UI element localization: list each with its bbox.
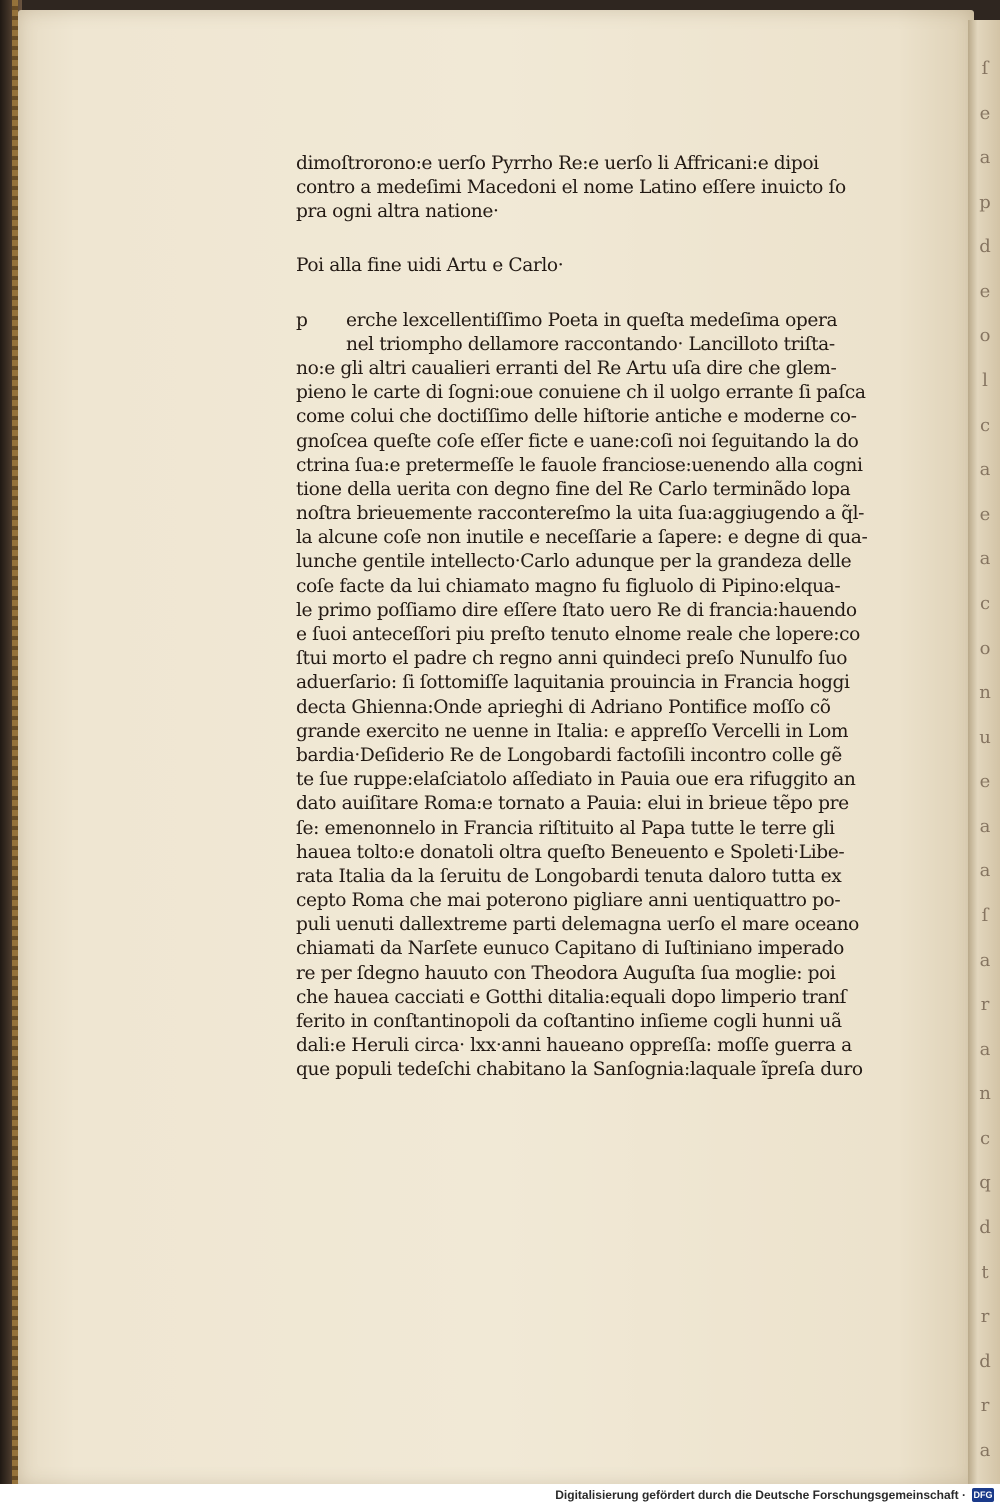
text-line: ſe: emenonnelo in Francia riſtituito al Papa tutte le terre gli: [296, 817, 835, 839]
text-line: dali:e Heruli circa· lxx·anni haueano oppreſſa: moſſe guerra a: [296, 1035, 852, 1057]
section-heading: Poi alla fine uidi Artu e Carlo·: [296, 254, 564, 276]
text-line: pra ogni altra natione·: [296, 201, 499, 223]
text-line: tione della uerita con degno fine del Re Carlo terminãdo lopa: [296, 478, 851, 500]
text-line: hauea tolto:e donatoli oltra queſto Beneuento e Spoleti·Libe-: [296, 841, 845, 863]
dfg-logo: DFG: [973, 1490, 993, 1500]
text-line: contro a medeſimi Macedoni el nome Latino eſſere inuicto ſo: [296, 177, 846, 199]
text-line: noſtra brieuemente raccontereſmo la uita ſua:aggiugendo a q̃l-: [296, 503, 865, 525]
text-line: coſe facte da lui chiamato magno fu figluolo di Pipino:elqua-: [296, 575, 841, 597]
text-line-rest: erche lexcellentiſſimo Poeta in queſta medeſima opera: [346, 309, 838, 331]
text-line: [296, 309, 836, 333]
text-line: rata Italia da la ſeruitu de Longobardi tenuta daloro tutta ex: [296, 865, 842, 887]
text-line: dimoſtrorono:e uerſo Pyrrho Re:e uerſo li Affricani:e dipoi: [296, 153, 819, 174]
footer-band: [0, 1484, 1000, 1506]
text-line: ferito in conſtantinopoli da coſtantino inſieme cogli hunni uã: [296, 1011, 842, 1032]
text-line: lunche gentile intellecto·Carlo adunque per la grandeza delle: [296, 551, 852, 573]
text-line: e ſuoi anteceſſori piu preſto tenuto elnome reale che lopere:co: [296, 624, 860, 645]
text-line: puli uenuti dallextreme parti delemagna uerſo el mare oceano: [296, 914, 859, 936]
text-line: bardia·Deſiderio Re de Longobardi factoſili incontro colle gẽ: [296, 744, 842, 766]
text-line: te ſue ruppe:elaſciatolo aſſediato in Pauia oue era rifuggito an: [296, 769, 856, 791]
text-line: grande exercito ne uenne in Italia: e appreſſo Vercelli in Lom: [296, 720, 849, 742]
text-line: decta Ghienna:Onde aprieghi di Adriano Pontifice moſſo cõ: [296, 696, 831, 718]
text-line: pieno le carte di ſogni:oue conuiene ch il uolgo errante ſi paſca: [296, 382, 866, 404]
text-line: nel triompho dellamore raccontando· Lancilloto triſta-: [346, 333, 835, 355]
page-text: [296, 152, 868, 1083]
text-line: ſtui morto el padre ch regno anni quindeci preſo Nunulfo ſuo: [296, 648, 848, 670]
text-line: le primo poſſiamo dire eſſere ſtato uero Re di francia:hauendo: [296, 599, 857, 621]
text-line: la alcune coſe non inutile e neceſſarie a ſapere: e degne di qua-: [296, 527, 868, 549]
text-line: aduerſario: ſi ſottomiſſe laquitania prouincia in Francia hoggi: [296, 672, 850, 694]
facing-page-bleed-through: ſ e a p d e o l c a e a c o n u e a a ſ a r a n c q d t r d r a: [979, 58, 991, 1461]
text-line: cepto Roma che mai poterono pigliare anni uentiquattro po-: [296, 890, 841, 912]
text-line: dato auiſitare Roma:e tornato a Pauia: elui in brieue tẽpo pre: [296, 793, 849, 815]
text-line: re per ſdegno hauuto con Theodora Auguſta ſua moglie: poi: [296, 962, 836, 984]
text-line: come colui che doctiſſimo delle hiſtorie antiche e moderne co-: [296, 406, 857, 428]
text-line: gnoſcea queſte coſe eſſer ficte e uane:coſi noi ſeguitando la do: [296, 430, 859, 452]
text-line: ctrina ſua:e pretermeſſe le fauole franciose:uenendo alla cogni: [296, 454, 863, 476]
text-line: chiamati da Narſete eunuco Capitano di Iuſtiniano imperado: [296, 938, 844, 960]
text-line: no:e gli altri caualieri erranti del Re Artu uſa dire che glem-: [296, 357, 837, 379]
funding-credit: Digitalisierung gefördert durch die Deutsche Forschungsgemeinschaft ·: [555, 1488, 966, 1502]
text-line: que populi tedeſchi chabitano la Sanſognia:laquale ĩpreſa duro: [296, 1059, 863, 1081]
drop-cap-guide-letter: p: [296, 309, 308, 331]
text-line: che hauea cacciati e Gotthi ditalia:equali dopo limperio tranſ: [296, 986, 847, 1008]
